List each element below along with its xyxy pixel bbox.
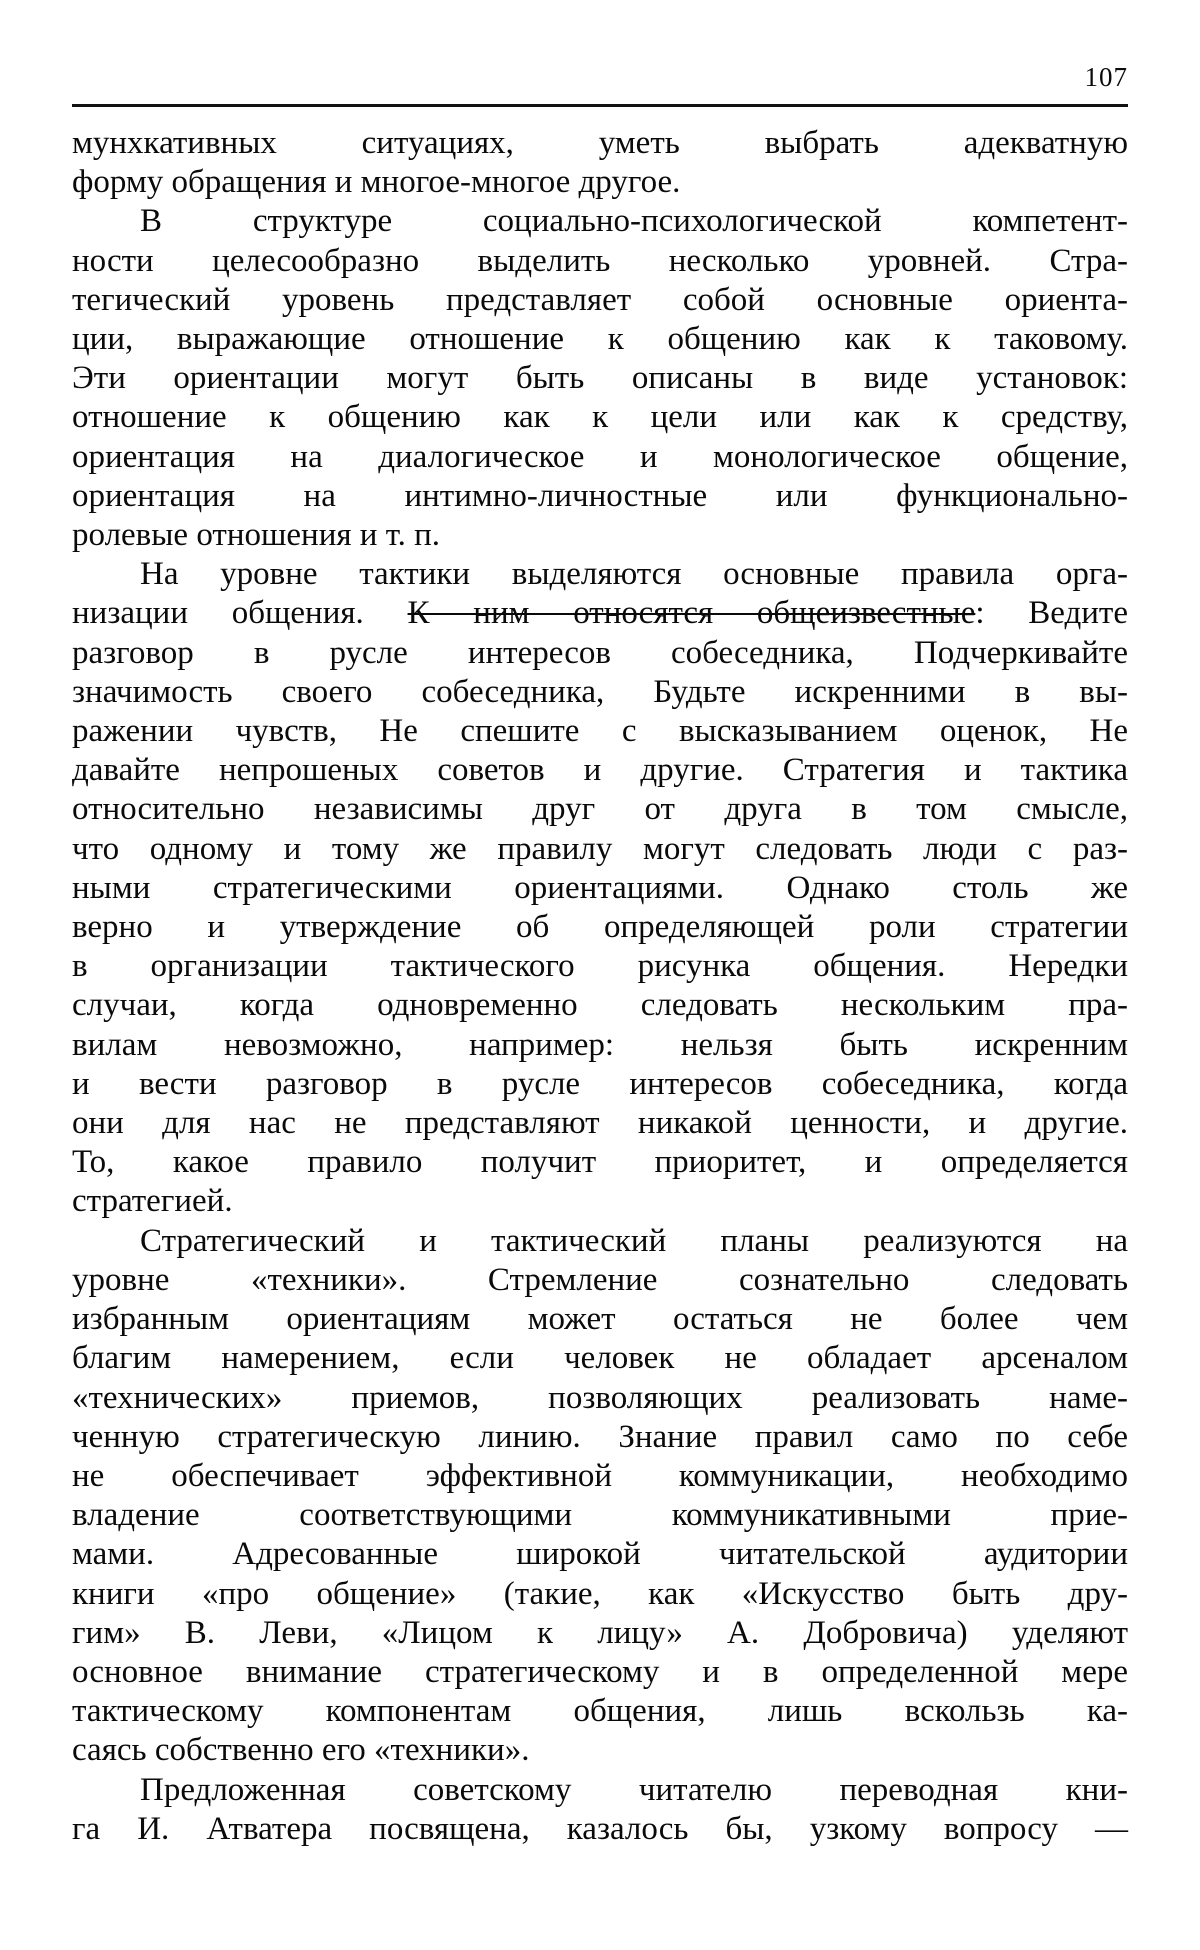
text-line: На уровне тактики выделяются основные правила орга- <box>140 556 1128 593</box>
text-line: форму обращения и многое-многое другое. <box>72 164 681 201</box>
paragraph-4 <box>72 1222 1128 1771</box>
text-line: ции, выражающие отношение к общению как к таковому. <box>72 321 1128 358</box>
text-line: мунхкативных ситуациях, уметь выбрать адекватную <box>72 125 1128 161</box>
text-line: вилам невозможно, например: нельзя быть искренним <box>72 1026 1128 1063</box>
text-line: саясь собственно его «техники». <box>72 1732 530 1769</box>
text-line: га И. Атватера посвящена, казалось бы, узкому вопросу — <box>72 1810 1128 1847</box>
header-rule <box>72 104 1128 107</box>
paragraph-1 <box>72 124 1128 202</box>
text-line-with-strikethrough <box>72 594 1128 633</box>
text-line: случаи, когда одновременно следовать нескольким пра- <box>72 987 1128 1024</box>
text-line: верно и утверждение об определяющей роли стратегии <box>72 909 1128 946</box>
text-line: значимость своего собеседника, Будьте искренними в вы- <box>72 673 1128 710</box>
text-fragment: : Ведите <box>975 595 1128 632</box>
text-line: и вести разговор в русле интересов собеседника, когда <box>72 1065 1128 1102</box>
text-line: То, какое правило получит приоритет, и определяется <box>72 1144 1128 1181</box>
paragraph-5 <box>72 1771 1128 1849</box>
text-line: давайте непрошеных советов и другие. Стратегия и тактика <box>72 752 1128 789</box>
text-line: ными стратегическими ориентациями. Однако столь же <box>72 869 1128 906</box>
text-line: Предложенная советскому читателю переводная кни- <box>140 1771 1128 1808</box>
text-line: уровне «техники». Стремление сознательно следовать <box>72 1261 1128 1298</box>
text-line: избранным ориентациям может остаться не более чем <box>72 1301 1128 1338</box>
text-line: отношение к общению как к цели или как к средству, <box>72 399 1128 436</box>
text-line: стратегией. <box>72 1183 233 1220</box>
paragraph-3 <box>72 555 1128 1221</box>
text-line: ориентация на интимно-личностные или функционально- <box>72 477 1128 514</box>
text-line: тегический уровень представляет собой основные ориента- <box>72 281 1128 318</box>
text-line: относительно независимы друг от друга в том смысле, <box>72 791 1128 828</box>
text-line: книги «про общение» (такие, как «Искусство быть дру- <box>72 1575 1128 1612</box>
text-line: ориентация на диалогическое и монологическое общение, <box>72 438 1128 475</box>
text-line: они для нас не представляют никакой ценности, и другие. <box>72 1105 1128 1142</box>
text-line: что одному и тому же правилу могут следовать люди с раз- <box>72 830 1128 867</box>
text-line: гим» В. Леви, «Лицом к лицу» А. Добровича) уделяют <box>72 1614 1128 1651</box>
text-line: ченную стратегическую линию. Знание правил само по себе <box>72 1418 1128 1455</box>
text-line: В структуре социально-психологической компетент- <box>140 203 1128 240</box>
text-line: благим намерением, если человек не обладает арсеналом <box>72 1340 1128 1377</box>
text-line: тактическому компонентам общения, лишь вскользь ка- <box>72 1693 1128 1730</box>
text-line: «технических» приемов, позволяющих реализовать наме- <box>72 1379 1128 1416</box>
text-line: владение соответствующими коммуникативными прие- <box>72 1497 1128 1534</box>
text-line: мами. Адресованные широкой читательской аудитории <box>72 1536 1128 1573</box>
struck-out-text: К ним относятся общеизвестные <box>407 595 976 632</box>
text-fragment: низации общения. <box>72 595 408 632</box>
paragraph-2 <box>72 202 1128 555</box>
text-line: Стратегический и тактический планы реализуются на <box>140 1222 1128 1259</box>
text-line: основное внимание стратегическому и в определенной мере <box>72 1653 1128 1690</box>
text-line: разговор в русле интересов собеседника, Подчеркивайте <box>72 634 1128 671</box>
text-line: ражении чувств, Не спешите с высказыванием оценок, Не <box>72 713 1128 750</box>
text-line: ролевые отношения и т. п. <box>72 517 441 554</box>
book-page <box>72 0 1128 1950</box>
text-line: ности целесообразно выделить несколько уровней. Стра- <box>72 242 1128 279</box>
text-line: не обеспечивает эффективной коммуникации, необходимо <box>72 1457 1128 1494</box>
text-line: Эти ориентации могут быть описаны в виде установок: <box>72 360 1128 397</box>
body-text <box>72 124 1128 1849</box>
text-line: в организации тактического рисунка общения. Нередки <box>72 948 1128 985</box>
page-number: 107 <box>1084 62 1128 92</box>
